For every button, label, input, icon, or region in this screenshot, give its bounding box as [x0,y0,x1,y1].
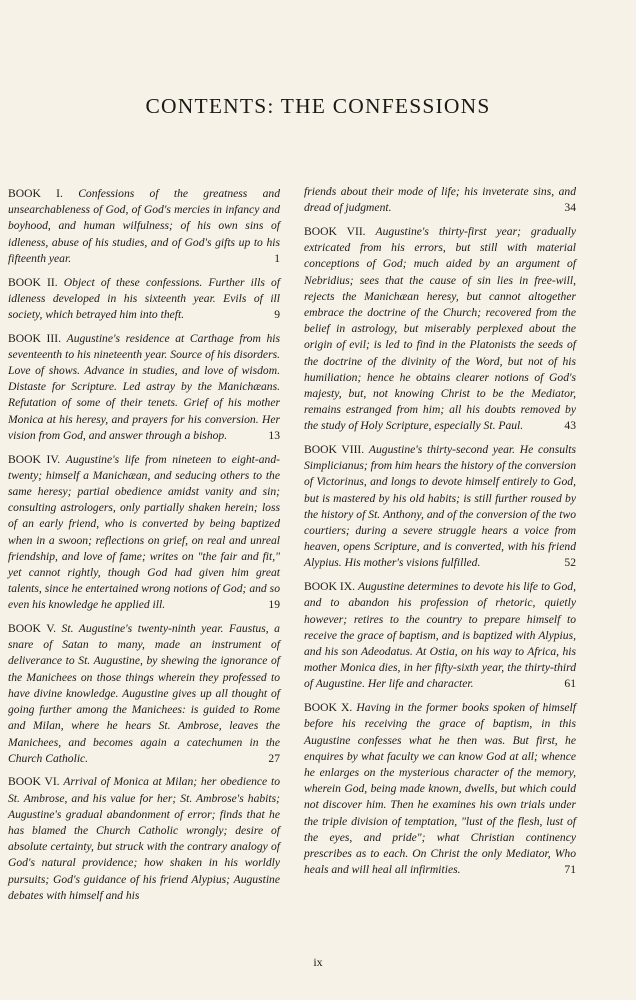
toc-entry-book-2 [8,275,280,324]
book-description: Confessions of the greatness and unsearchableness of God, of God's mercies in infancy and boyhood, and human wilfulness; of his own sins of idleness, abuse of his studies, and of God's gifts up to his fifteenth year. [8,187,280,265]
book-description: Having in the former books spoken of himself before his receiving the grace of baptism, in this Augustine confesses what he then was. But first, he enquires by what faculty we can know God at all; whence he enlarges on the mysterious character of the memory, wherein God, being made known, dwells, but which could not discover him. Then he examines his own trials under the triple division of temptation, "lust of the flesh, lust of the eyes, and pride"; what Christian continency prescribes as to each. On Christ the only Mediator, Who heals and will heal all infirmities. [304,701,576,877]
book-description: friends about their mode of life; his inveterate sins, and dread of judgment. [304,185,576,215]
book-heading: BOOK II. [8,275,58,289]
toc-entry-book-3 [8,331,280,444]
book-heading: BOOK IV. [8,452,61,466]
page-number: 34 [564,201,576,215]
book-heading: BOOK V. [8,622,56,636]
toc-entry-book-10 [304,700,576,878]
page-number: 19 [268,598,280,612]
book-heading: BOOK IX. [304,580,356,594]
book-description: Augustine's life from nineteen to eight-and-twenty; himself a Manichæan, and seducing others to the same heresy; partial obedience amidst vanity and sin; consulting astrologers, only partially shaken herein; loss of an early friend, who is converted by being baptized when in a swoon; reflections on grief, on real and unreal friendship, and love of fame; writes on "the fair and fit," yet cannot rightly, though God had given him great talents, since he entertained wrong notions of God; and so even his knowledge he applied ill. [8,452,281,612]
page-number: 71 [564,863,576,877]
page-number: 61 [564,677,576,691]
book-heading: BOOK VIII. [304,443,365,457]
toc-entry-book-7 [304,224,576,435]
book-heading: BOOK VII. [304,224,366,238]
book-heading: BOOK I. [8,187,63,200]
book-heading: BOOK VI. [8,775,60,789]
book-description: Object of these confessions. Further ills of idleness developed in his sixteenth year. Evils of ill society, which betrayed him into theft. [8,275,281,321]
toc-entry-book-9 [304,579,576,692]
contents-column-left [8,186,280,912]
book-description: Augustine's thirty-first year; gradually extricated from his errors, but still with material conceptions of God; much aided by an argument of Nebridius; sees that the cause of sin lies in free-will, rejects the Manichæan heresy, but cannot altogether embrace the doctrine of the Church; recovered from the belief in astrology, but miserably perplexed about the origin of evil; is led to find in the Platonists the seeds of the doctrine of the divinity of the Word, but not of his humiliation; hence he obtains clearer notions of God's majesty, but, not knowing Christ to be the Mediator, remains estranged from him; all his doubts removed by the study of Holy Scripture, especially St. Paul. [304,224,576,433]
book-heading: BOOK III. [8,331,61,345]
toc-entry-book-6 [8,774,280,904]
page-number: 27 [268,751,280,765]
contents-column-right [304,186,576,886]
book-description: Augustine determines to devote his life to God, and to abandon his profession of rhetoric, quietly however; retires to the country to prepare himself to receive the grace of baptism, and is baptized with Alypius, and his son Adeodatus. At Ostia, on his way to Africa, his mother Monica dies, in her fifty-sixth year, the thirty-third of Augustine. Her life and character. [304,580,576,691]
book-description: Augustine's thirty-second year. He consults Simplicianus; from him hears the history of the conversion of Victorinus, and longs to devote himself entirely to God, but is mastered by his old habits; is still further roused by the history of St. Anthony, and of the conversion of the two courtiers; during a severe struggle hears a voice from heaven, opens Scripture, and is converted, with his friend Alypius. His mother's visions fulfilled. [304,443,576,570]
page-number: 52 [564,556,576,570]
page-title: CONTENTS: THE CONFESSIONS [145,94,491,118]
toc-entry-book-4 [8,452,280,614]
book-heading: BOOK X. [304,701,353,715]
toc-entry-book-8 [304,442,576,572]
toc-entry-book-5 [8,621,280,767]
toc-entry-book-6-continued [304,184,576,216]
page-footer-number: ix [313,955,323,969]
book-description: St. Augustine's twenty-ninth year. Faustus, a snare of Satan to many, made an instrument of deliverance to St. Augustine, by shewing the ignorance of the Manichees on those things wherein they professed to have divine knowledge. Augustine gives up all thought of going further among the Manichees: is guided to Rome and Milan, where he hears St. Ambrose, leaves the Manichees, and becomes again a catechumen in the Church Catholic. [8,622,280,765]
page-number: 13 [268,428,280,442]
page-number: 9 [274,307,280,321]
page-number: 1 [274,251,280,265]
book-description: Augustine's residence at Carthage from his seventeenth to his nineteenth year. Source of his disorders. Love of shows. Advance in studies, and love of wisdom. Distaste for Scripture. Led astray by the Manichæans. Refutation of some of their tenets. Grief of his mother Monica at his heresy, and prayers for his conversion. Her vision from God, and answer through a bishop. [8,331,280,442]
page-number: 43 [564,419,576,433]
book-description: Arrival of Monica at Milan; her obedience to St. Ambrose, and his value for her; St. Ambrose's habits; Augustine's gradual abandonment of error; finds that he has blamed the Church Catholic wrongly; desire of absolute certainty, but struck with the contrary analogy of God's natural providence; how shaken in his worldly pursuits; God's guidance of his friend Alypius; Augustine debates with himself and his [8,775,281,902]
toc-entry-book-1 [8,186,280,267]
